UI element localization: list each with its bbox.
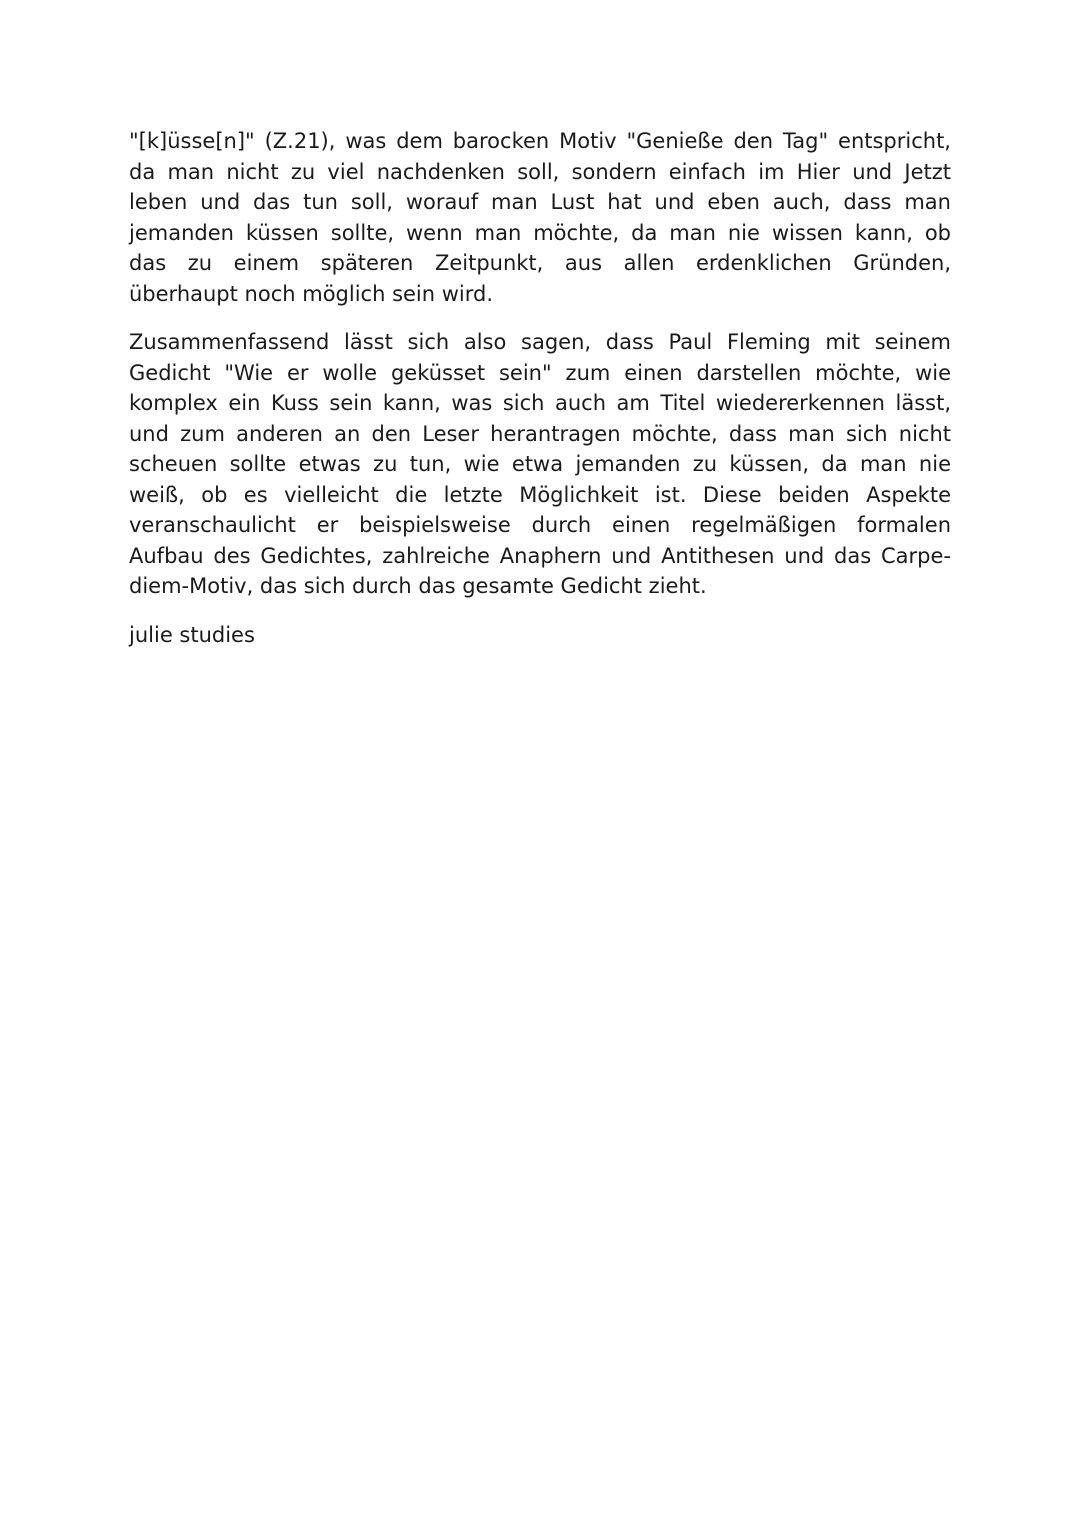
author-signature: julie studies xyxy=(129,622,255,647)
text-line: Zusammenfassend lässt sich also sagen, dass Paul Fleming mit seinem xyxy=(129,330,951,354)
paragraph-2 xyxy=(129,327,951,602)
text-line: überhaupt noch möglich sein wird. xyxy=(129,281,494,306)
text-line: das zu einem späteren Zeitpunkt, aus allen erdenklichen Gründen, xyxy=(129,251,951,275)
text-line: da man nicht zu viel nachdenken soll, sondern einfach im Hier und Jetzt xyxy=(129,159,951,184)
text-line: scheuen sollte etwas zu tun, wie etwa jemanden zu küssen, da man nie xyxy=(129,452,951,476)
text-line: leben und das tun soll, worauf man Lust hat und eben auch, dass man xyxy=(129,190,951,214)
text-line: Gedicht "Wie er wolle geküsset sein" zum einen darstellen möchte, wie xyxy=(129,360,951,385)
text-line: komplex ein Kuss sein kann, was sich auch am Titel wiedererkennen lässt, xyxy=(129,391,951,415)
text-line: Aufbau des Gedichtes, zahlreiche Anaphern und Antithesen und das Carpe- xyxy=(129,543,951,568)
text-line: weiß, ob es vielleicht die letzte Möglichkeit ist. Diese beiden Aspekte xyxy=(129,482,951,507)
text-line: "[k]üsse[n]" (Z.21), was dem barocken Motiv "Genieße den Tag" entspricht, xyxy=(129,129,951,153)
text-line: und zum anderen an den Leser herantragen möchte, dass man sich nicht xyxy=(129,421,951,446)
text-line: veranschaulicht er beispielsweise durch einen regelmäßigen formalen xyxy=(129,513,951,537)
text-line: jemanden küssen sollte, wenn man möchte, da man nie wissen kann, ob xyxy=(129,220,951,245)
text-line: diem-Motiv, das sich durch das gesamte Gedicht zieht. xyxy=(129,574,707,598)
document-body xyxy=(129,126,951,650)
paragraph-1 xyxy=(129,126,951,309)
